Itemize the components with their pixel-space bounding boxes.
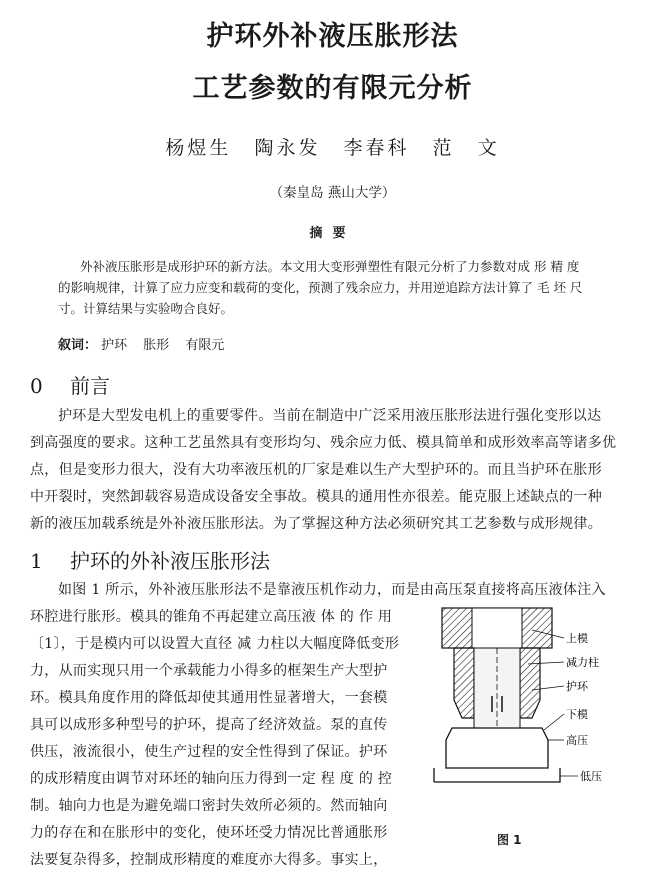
paragraph-line: 法要复杂得多，控制成形精度的难度亦大得多。事实上， [30, 852, 388, 868]
affiliation: （秦皇岛 燕山大学） [269, 185, 396, 201]
lower-die-shape [446, 728, 548, 768]
label-reducing-column: 减力柱 [566, 656, 599, 669]
paragraph-line: 供压，液流很小，使生产过程的安全性得到了保证。护环 [30, 744, 388, 760]
keywords-label: 叙词： [58, 338, 98, 353]
figure-1-die-diagram [432, 600, 622, 810]
abstract-line: 外补液压胀形是成形护环的新方法。本文用大变形弹塑性有限元分析了力参数对成 形 精 度 [80, 259, 580, 274]
label-lower-die: 下模 [566, 708, 588, 721]
paragraph-line: 如图 1 所示，外补液压胀形法不是靠液压机作动力，而是由高压泵直接将高压液体注入 [58, 582, 606, 598]
guard-ring-left [454, 648, 474, 718]
figure-caption: 图 1 [497, 833, 522, 847]
section-1-heading [30, 545, 270, 574]
section-0-heading [30, 370, 110, 399]
base-frame [434, 768, 560, 782]
abstract-line: 的影响规律，计算了应力应变和载荷的变化，预测了残余应力，并用逆追踪方法计算了 毛 坯 尺 [58, 280, 583, 295]
label-high-pressure: 高压 [566, 734, 588, 747]
paper-title-line-1: 护环外补液压胀形法 [206, 21, 459, 52]
paragraph-line: 新的液压加载系统是外补液压胀形法。为了掌握这种方法必须研究其工艺参数与成形规律。 [30, 516, 602, 532]
keywords [58, 334, 224, 353]
paragraph-line: 力的存在和在胀形中的变化，使环坯受力情况比普通胀形 [30, 825, 388, 841]
keywords-value: 护环 胀形 有限元 [101, 338, 225, 353]
paragraph-line: 环。模具角度作用的降低却使其通用性显著增大，一套模 [30, 690, 388, 706]
guard-ring-right [520, 648, 540, 718]
section-number: 1 [30, 549, 43, 573]
leader-line [544, 714, 564, 730]
paragraph-line: 环腔进行胀形。模具的锥角不再起建立高压液 体 的 作 用 [30, 609, 393, 625]
paragraph-line: 力，从而实现只用一个承载能力小得多的框架生产大型护 [30, 663, 388, 679]
section-title: 前言 [70, 374, 110, 398]
abstract-line: 寸。计算结果与实验吻合良好。 [58, 301, 234, 316]
paragraph-line: 〔1〕，于是模内可以设置大直径 减 力柱以大幅度降低变形 [30, 636, 400, 652]
paragraph-line: 护环是大型发电机上的重要零件。当前在制造中广泛采用液压胀形法进行强化变形以达 [58, 408, 602, 424]
paragraph-line: 具可以成形多种型号的护环，提高了经济效益。泵的直传 [30, 717, 388, 733]
authors: 杨煜生 陶永发 李春科 范 文 [165, 137, 500, 159]
section-title: 护环的外补液压胀形法 [70, 549, 270, 573]
paragraph-line: 到高强度的要求。这种工艺虽然具有变形均匀、残余应力低、模具简单和成形效率高等诸多优 [30, 435, 617, 451]
upper-die-bore [472, 608, 522, 648]
label-upper-die: 上模 [566, 632, 588, 645]
paper-title-line-2: 工艺参数的有限元分析 [192, 73, 473, 104]
paragraph-line: 的成形精度由调节对环坯的轴向压力得到一定 程 度 的 控 [30, 771, 393, 787]
label-low-pressure: 低压 [580, 770, 602, 783]
paragraph-line: 中开裂时，突然卸载容易造成设备安全事故。模具的通用性亦很差。能克服上述缺点的一种 [30, 489, 602, 505]
section-number: 0 [30, 374, 43, 398]
paragraph-line: 制。轴向力也是为避免端口密封失效所必须的。然而轴向 [30, 798, 388, 814]
abstract-heading: 摘要 [309, 226, 356, 241]
paragraph-line: 点，但是变形力很大，没有大功率液压机的厂家是难以生产大型护环的。而且当护环在胀形 [30, 462, 602, 478]
label-guard-ring: 护环 [566, 680, 588, 693]
